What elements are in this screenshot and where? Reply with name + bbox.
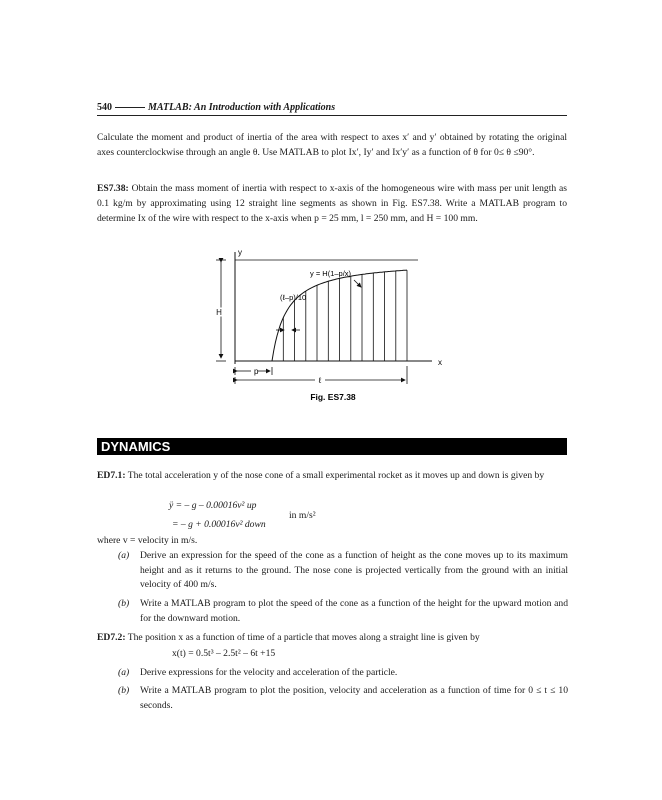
ed71-part-a-label: (a) xyxy=(118,550,130,561)
ed71-label: ED7.1: xyxy=(97,470,126,481)
curve-and-segments xyxy=(272,270,407,361)
ed72-part-b xyxy=(118,684,568,713)
ed71-units: in m/s² xyxy=(289,510,316,521)
fig-segment-label: (ℓ–p)/10 xyxy=(280,293,307,302)
ed72-equation: x(t) = 0.5t³ – 2.5t² – 6t +15 xyxy=(172,648,276,659)
header-rule xyxy=(115,107,145,108)
fig-label-x: x xyxy=(438,358,442,367)
intro-paragraph: Calculate the moment and product of inertia of the area with respect to axes x′ and y′ obtained by rotating the original axes counterclockwise through an angle θ. Use MATLAB to plot Ix′, Iy′ and Ix′y′ as a function of θ for 0≤ θ ≤90°. xyxy=(97,132,567,159)
es738-text: Obtain the mass moment of inertia with respect to x-axis of the homogeneous wire with mass per unit length as 0.1 kg/m by approximating using 12 straight line segments as shown in Fig. ES7.38. Write a MATLAB program to determine Ix of the wire with respect to the x-axis when p = 25 mm, l = 250 mm, and H = 100 mm. xyxy=(97,183,567,225)
fig-curve-label: y = H(1–p/x) xyxy=(310,269,352,278)
ed71-where: where v = velocity in m/s. xyxy=(97,535,198,546)
fig-label-p: p xyxy=(254,367,259,376)
section-heading-dynamics: DYNAMICS xyxy=(97,438,567,455)
es738-label: ES7.38: xyxy=(97,183,129,194)
figure-es738 xyxy=(200,244,460,404)
fig-label-y: y xyxy=(238,248,242,257)
exercise-es738 xyxy=(97,181,567,227)
fig-label-l: ℓ xyxy=(318,376,322,385)
ed71-text: The total acceleration y of the nose cone of a small experimental rocket as it moves up and down is given by xyxy=(127,470,545,481)
ed72-label: ED7.2: xyxy=(97,632,126,643)
book-title: MATLAB: An Introduction with Applications xyxy=(148,102,336,113)
ed72-part-a-label: (a) xyxy=(118,667,130,678)
ed71-equation-up: ÿ = – g – 0.00016v² up xyxy=(169,500,257,511)
ed72-part-b-label: (b) xyxy=(118,685,130,696)
curve-pointer-arrow xyxy=(354,280,361,287)
page-number: 540 xyxy=(97,102,112,113)
ed71-part-b-label: (b) xyxy=(118,598,130,609)
figure-caption: Fig. ES7.38 xyxy=(310,392,356,402)
ed71-part-a xyxy=(118,549,568,593)
ed72-part-b-text: Write a MATLAB program to plot the position, velocity and acceleration as a function of time for 0 ≤ t ≤ 10 seconds. xyxy=(140,685,568,711)
running-header xyxy=(97,102,335,113)
ed71-part-b-text: Write a MATLAB program to plot the speed of the cone as a function of the height for the upward motion and for the downward motion. xyxy=(140,598,568,624)
ed72-text: The position x as a function of time of a particle that moves along a straight line is given by xyxy=(127,632,480,643)
exercise-ed71 xyxy=(97,468,567,483)
ed71-equation-down: = – g + 0.00016v² down xyxy=(172,519,266,530)
exercise-ed72 xyxy=(97,630,567,645)
header-divider xyxy=(97,115,567,116)
ed72-part-a-text: Derive expressions for the velocity and acceleration of the particle. xyxy=(140,667,398,678)
ed71-part-b xyxy=(118,597,568,626)
fig-label-H: H xyxy=(216,308,222,317)
ed72-part-a xyxy=(118,666,568,681)
ed71-part-a-text: Derive an expression for the speed of the cone as a function of height as the cone moves up to its maximum height and as it returns to the ground. The nose cone is projected vertically from the ground with an initial velocity of 400 m/s. xyxy=(140,550,568,591)
